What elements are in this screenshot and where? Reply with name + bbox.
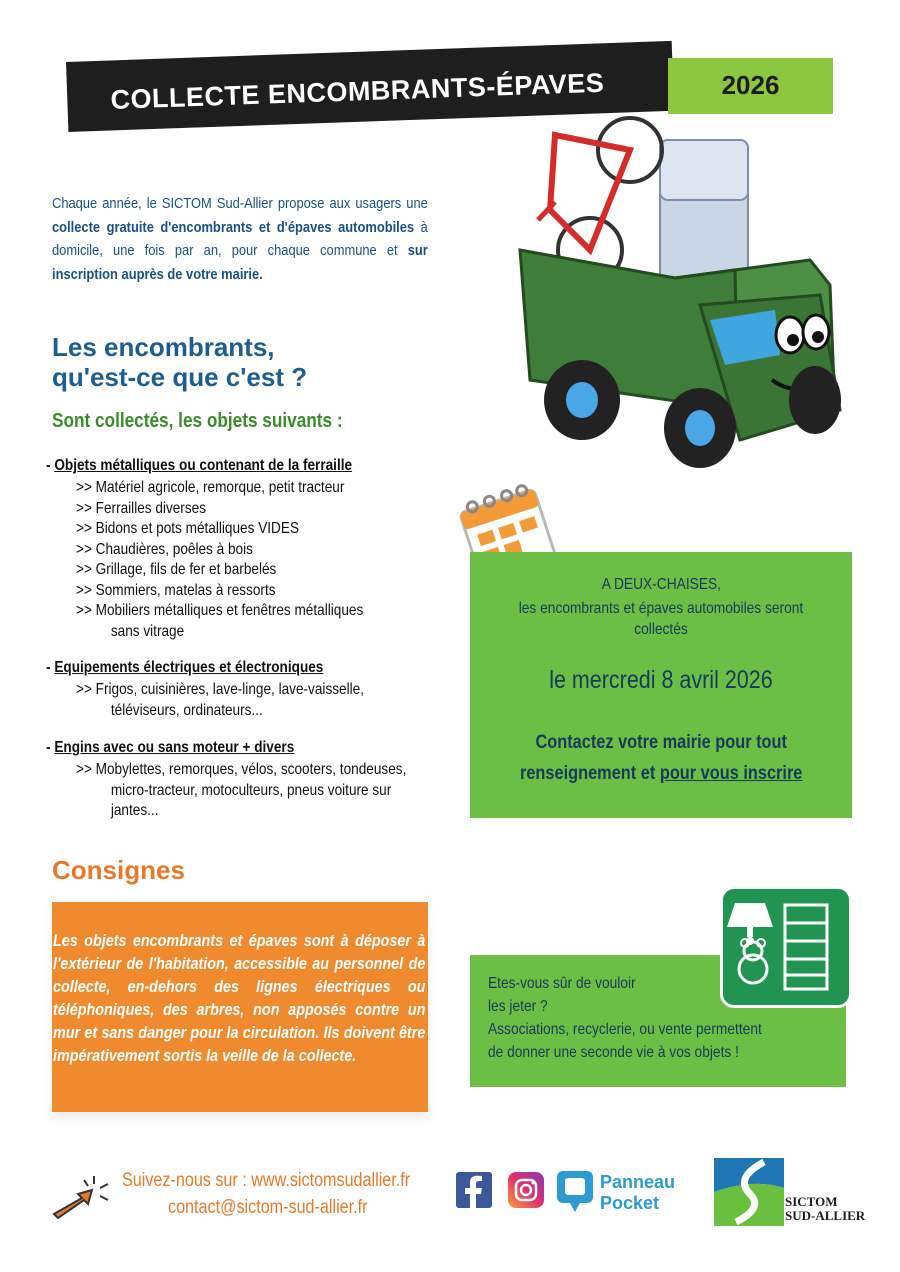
list-item: >> Ferrailles diverses (76, 499, 207, 517)
consignes-title: Consignes (52, 855, 185, 885)
reuse-icon-badge (720, 886, 852, 1008)
collection-date: le mercredi 8 avril 2026 (549, 666, 773, 694)
collection-contact: Contactez votre mairie pour tout renseignement et pour vous inscrire (519, 732, 803, 784)
consignes-text: Les objets encombrants et épaves sont à déposer à l'extérieur de l'habitation, accessible au personnel de collecte, en-dehors des lignes électriques ou téléphoniques, des arbres, non apposés contre un mur et sans danger pour la circulation. Ils doivent être impérativement sortis la veille de la collecte. (53, 932, 426, 1065)
category-electric-title: - Equipements électriques et électroniques (46, 659, 324, 676)
category-engines-title: - Engins avec ou sans moteur + divers (46, 739, 295, 756)
category-engines-list (76, 760, 406, 822)
sictom-logo (714, 1158, 784, 1226)
website-link[interactable]: Suivez-nous sur : www.sictomsudallier.fr (122, 1170, 411, 1191)
category-electric-list (76, 680, 364, 721)
section-title: Les encombrants, qu'est-ce que c'est ? (52, 332, 308, 392)
collected-subtitle: Sont collectés, les objets suivants : (52, 410, 343, 432)
email-link[interactable]: contact@sictom-sud-allier.fr (168, 1197, 368, 1218)
collection-city: A DEUX-CHAISES, (601, 576, 721, 593)
panneau-pocket-icon[interactable] (556, 1170, 594, 1214)
signup-link: pour vous inscrire (659, 763, 803, 784)
category-metal-list (76, 478, 363, 642)
collection-description: les encombrants et épaves automobiles seront collectés (518, 600, 804, 638)
list-item-continuation: micro-tracteur, motoculteurs, pneus voiture sur (110, 781, 392, 799)
page-title: COLLECTE ENCOMBRANTS-ÉPAVES (110, 67, 605, 115)
list-item: >> Frigos, cuisinières, lave-linge, lave-vaisselle, (76, 681, 364, 698)
list-item-continuation: téléviseurs, ordinateurs... (110, 701, 263, 719)
furniture-icon (723, 889, 849, 1005)
instagram-icon[interactable] (508, 1172, 544, 1208)
list-item: >> Mobylettes, remorques, vélos, scooters, tondeuses, (76, 761, 407, 778)
sictom-logo-text: SICTOM SUD-ALLIER (785, 1194, 866, 1223)
cursor-click-icon (48, 1170, 112, 1222)
list-item: >> Sommiers, matelas à ressorts (76, 581, 276, 599)
list-item: >> Chaudières, poêles à bois (76, 540, 253, 558)
facebook-icon[interactable] (456, 1172, 492, 1208)
list-item: >> Bidons et pots métalliques VIDES (76, 520, 300, 537)
list-item: >> Mobiliers métalliques et fenêtres métalliques (76, 602, 364, 619)
list-item: >> Grillage, fils de fer et barbelés (76, 561, 277, 578)
panneau-pocket-label: Panneau Pocket (600, 1172, 676, 1213)
list-item: >> Matériel agricole, remorque, petit tracteur (76, 479, 345, 496)
list-item-continuation: sans vitrage (110, 622, 185, 640)
category-metal-title: - Objets métalliques ou contenant de la ferraille (46, 457, 353, 474)
list-item-continuation: jantes... (110, 802, 159, 819)
intro-paragraph: Chaque année, le SICTOM Sud-Allier propose aux usagers une collecte gratuite d'encombrants et d'épaves automobiles à domicile, une fois par an, pour chaque commune et sur inscription auprès de votre mairie. (52, 195, 428, 283)
truck-illustration (510, 110, 855, 480)
year-label: 2026 (721, 70, 780, 100)
reuse-text: Etes-vous sûr de vouloir les jeter ? Associations, recyclerie, ou vente permettent de donner une seconde vie à vos objets ! (488, 975, 762, 1061)
